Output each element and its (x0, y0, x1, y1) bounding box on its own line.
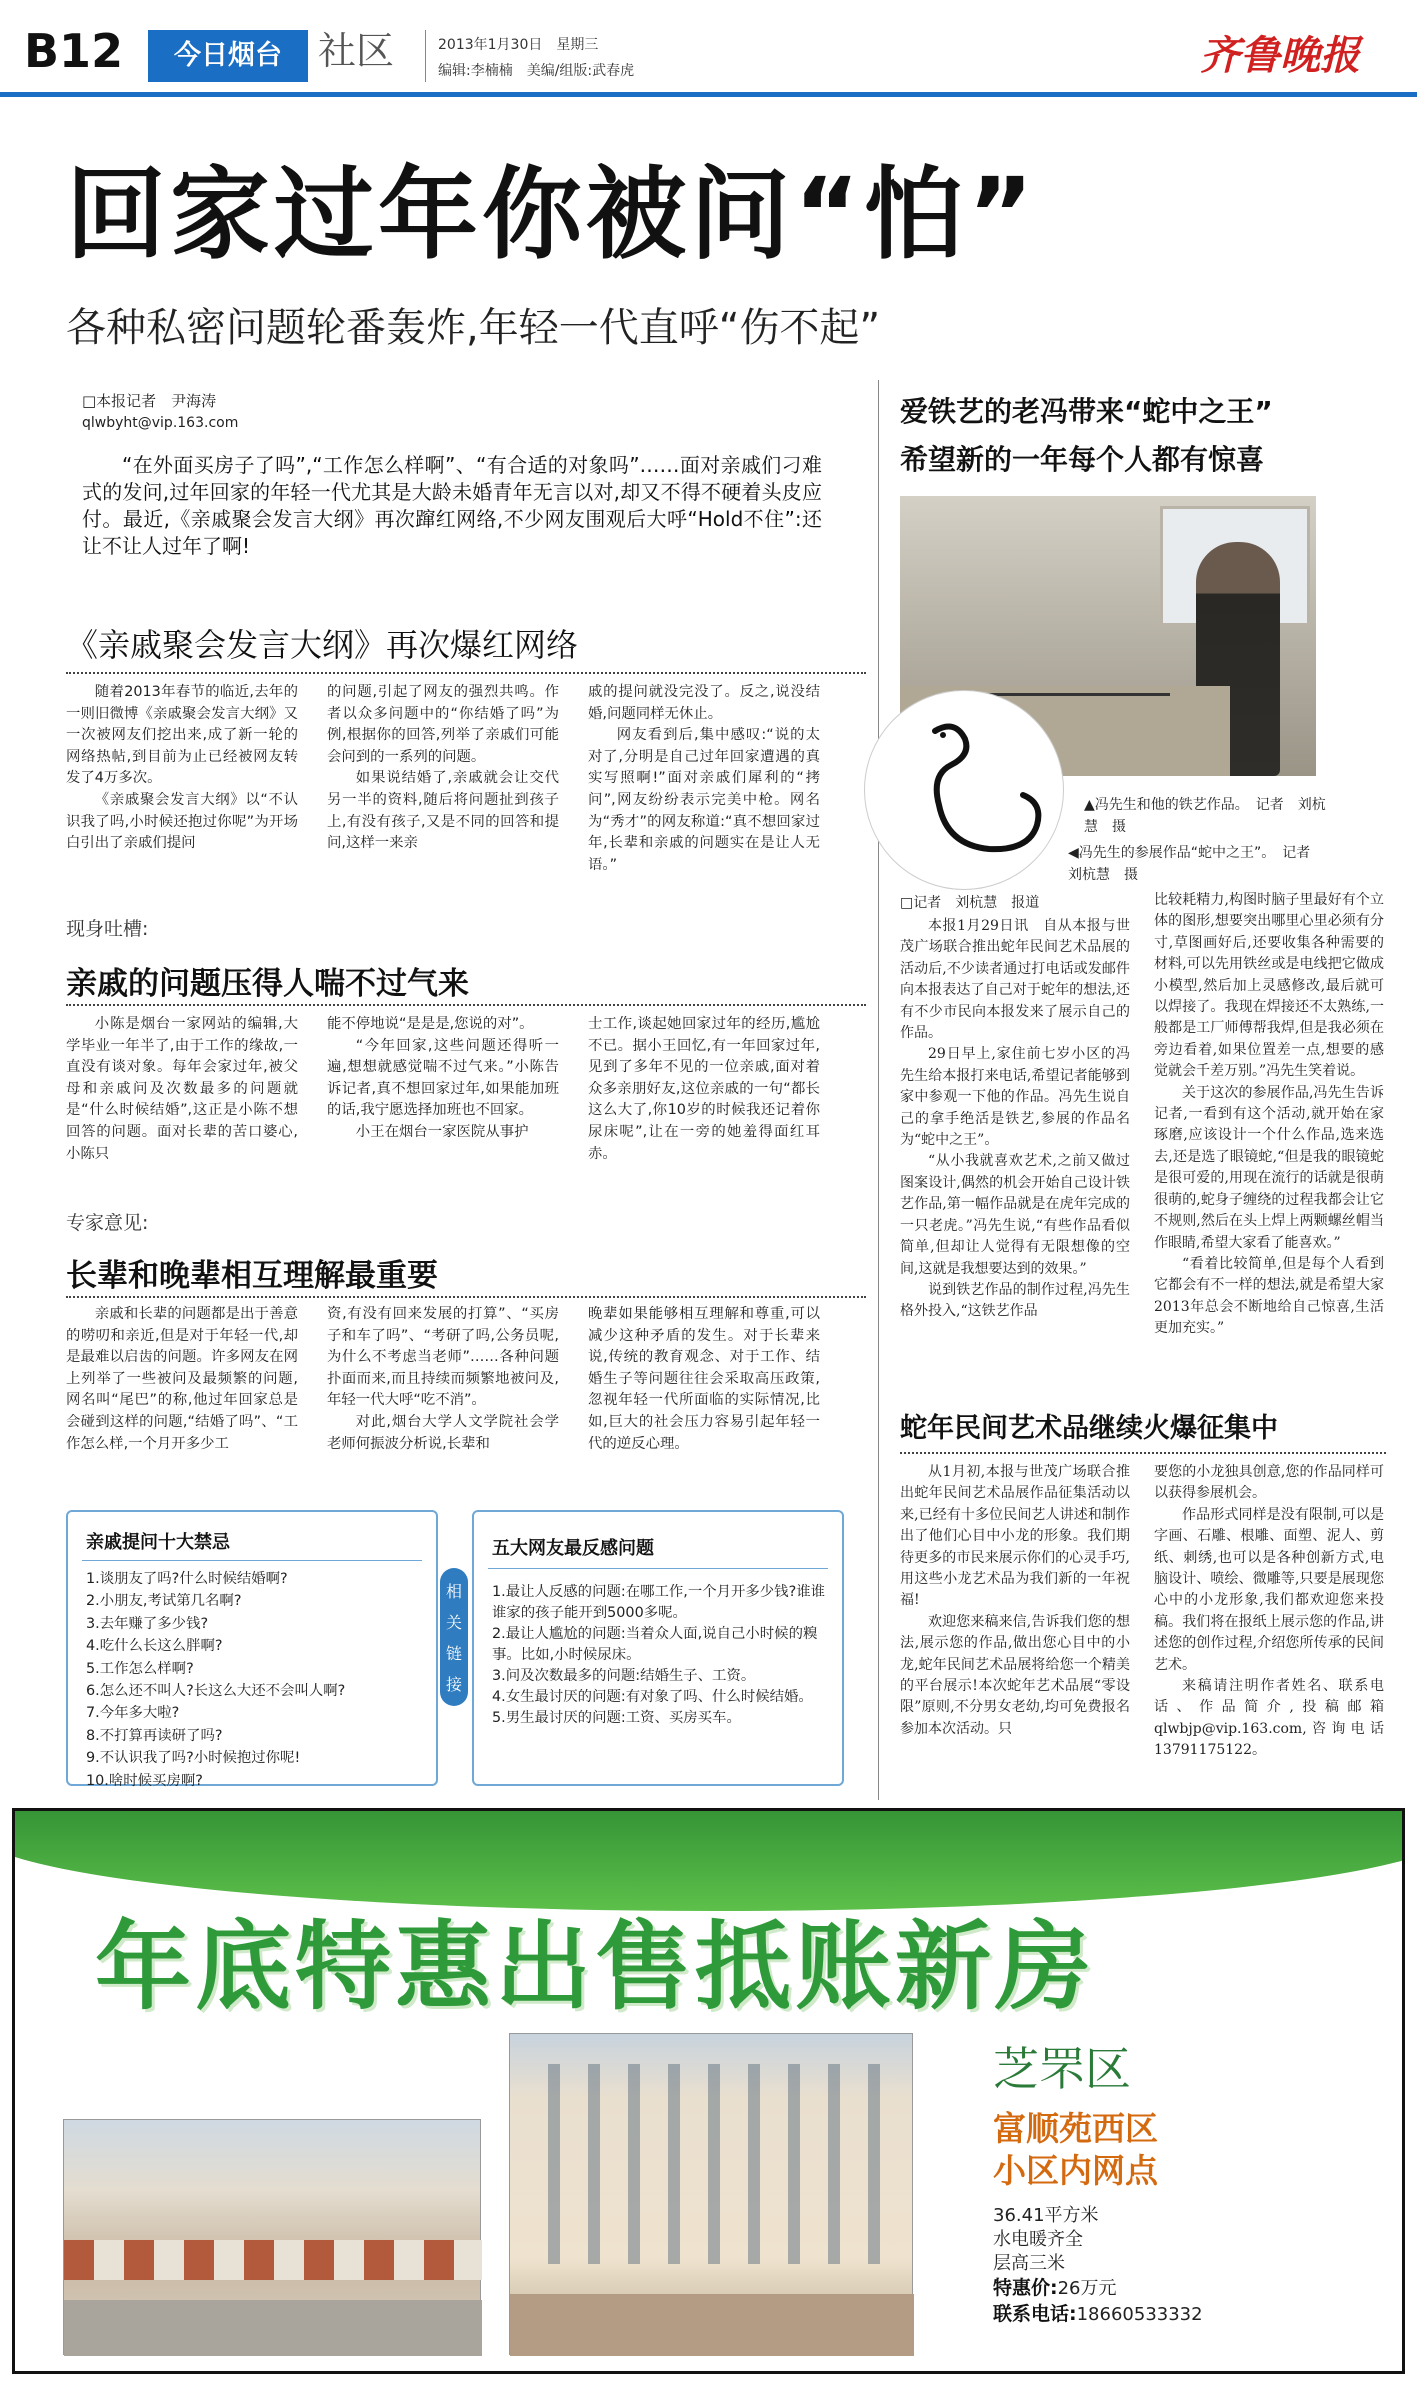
ad-price-label: 特惠价: (993, 2277, 1058, 2299)
list-item: 3.去年赚了多少钱? (86, 1615, 209, 1632)
newspaper-logo: 齐鲁晚报 (1200, 32, 1360, 79)
list-item: 1.最让人反感的问题:在哪工作,一个月开多少钱?谁谁谁家的孩子能开到5000多呢。 (492, 1584, 825, 1621)
section2-rule (66, 1004, 866, 1006)
iron-art-pieces (970, 606, 1170, 696)
section3-rule (66, 1296, 866, 1298)
column-divider (878, 380, 879, 1800)
ad-phone-label: 联系电话: (993, 2303, 1077, 2325)
section2-title: 亲戚的问题压得人喘不过气来 (66, 966, 469, 1002)
section1-title: 《亲戚聚会发言大纲》再次爆红网络 (66, 626, 579, 664)
list-item: 5.工作怎么样啊? (86, 1660, 194, 1677)
ad-height: 层高三米 (993, 2253, 1065, 2274)
reporter-email: qlwbyht@vip.163.com (82, 415, 239, 431)
list-item: 6.怎么还不叫人?长这么大还不会叫人啊? (86, 1683, 346, 1700)
taboo-box-divider (82, 1560, 422, 1561)
list-item: 3.问及次数最多的问题:结婚生子、工资。 (492, 1668, 756, 1684)
right-col3 (900, 1462, 1130, 1790)
list-item: 9.不认识我了吗?小时候抱过你呢! (86, 1750, 301, 1767)
ad-district: 芝罘区 (993, 2042, 1131, 2096)
issue-date: 2013年1月30日 星期三 (438, 37, 599, 53)
paragraph: 对此,烟台大学人文学院社会学老师何振波分析说,长辈和 (327, 1413, 559, 1452)
section3-col1 (66, 1304, 298, 1482)
list-item: 4.吃什么长这么胖啊? (86, 1638, 223, 1655)
ad-info-panel (983, 2033, 1387, 2355)
right-col2 (1154, 890, 1384, 1356)
header-rule (0, 92, 1417, 97)
list-item: 4.女生最讨厌的问题:有对象了吗、什么时候结婚。 (492, 1689, 813, 1705)
right-byline: □记者 刘杭慧 报道 (900, 895, 1040, 911)
paragraph: 作品形式同样是没有限制,可以是字画、石雕、根雕、面塑、泥人、剪纸、刺绣,也可以是各种创新方式,电脑设计、喷绘、微雕等,只要是展现您心中的小龙形象,我们都欢迎您来投稿。我们将在报纸上展示您的作品,讲述您的创作过程,介绍您所传承的民间艺术。 (1154, 1506, 1384, 1673)
ad-price (993, 2273, 1117, 2300)
section2-col2 (327, 1014, 559, 1184)
paragraph: 要您的小龙独具创意,您的作品同样可以获得参展机会。 (1154, 1464, 1384, 1502)
list-item: 2.最让人尴尬的问题:当着众人面,说自己小时候的糗事。比如,小时候尿床。 (492, 1626, 818, 1663)
paragraph: 欢迎您来稿来信,告诉我们您的想法,展示您的作品,做出您心目中的小龙,蛇年民间艺术品展将给您一个精美的平台展示!本次蛇年艺术品展“零设限”原则,不分男女老幼,均可免费报名参加本次活动。只 (900, 1613, 1130, 1737)
taboo-box-title: 亲戚提问十大禁忌 (86, 1532, 230, 1553)
section-name: 社区 (318, 29, 395, 73)
headline-subtitle: 各种私密问题轮番轰炸,年轻一代直呼“伤不起” (66, 305, 881, 351)
section3-col3 (588, 1304, 820, 1482)
taboo-box (66, 1510, 438, 1789)
paragraph: 小王在烟台一家医院从事护 (355, 1123, 529, 1140)
section2-label: 现身吐槽: (66, 918, 149, 940)
right-col4 (1154, 1462, 1384, 1790)
photo-caption-2: ◀冯先生的参展作品“蛇中之王”。 记者 刘杭慧 摄 (1068, 845, 1325, 883)
section1-col1 (66, 682, 298, 872)
photo-caption-1: ▲冯先生和他的铁艺作品。 记者 刘杭慧 摄 (1084, 797, 1326, 835)
paragraph: 晚辈如果能够相互理解和尊重,可以减少这种矛盾的发生。对于长辈来说,传统的教育观念、对于工作、结婚生子等问题往往会采取高压政策,忽视年轻一代所面临的实际情况,比如,巨大的社会压力容易引起年轻一代的逆反心理。 (588, 1306, 820, 1452)
paragraph: 从1月初,本报与世茂广场联合推出蛇年民间艺术品展作品征集活动以来,已经有十多位民间艺人讲述和制作出了他们心目中小龙的形象。我们期待更多的市民来展示你们的心灵手巧,用这些小龙艺术品为我们新的一年祝福! (900, 1464, 1130, 1609)
building-photo (509, 2033, 913, 2355)
section1-col2 (327, 682, 559, 872)
right-col1 (900, 916, 1130, 1356)
list-item: 5.男生最讨厌的问题:工资、买房买车。 (492, 1710, 741, 1726)
paragraph: 29日早上,家住前七岁小区的冯先生给本报打来电话,希望记者能够到家中参观一下他的作品。冯先生说自己的拿手绝活是铁艺,参展的作品名为“蛇中之王”。 (900, 1046, 1130, 1149)
ad-utilities: 水电暖齐全 (993, 2229, 1083, 2250)
headline-title: 回家过年你被问“怕” (66, 156, 1038, 273)
list-item: 8.不打算再读研了吗? (86, 1727, 223, 1744)
paragraph: 随着2013年春节的临近,去年的一则旧微博《亲戚聚会发言大纲》又一次被网友们挖出来,成了新一轮的网络热帖,到目前为止已经被网友转发了4万多次。 (66, 684, 298, 787)
annoying-questions-box (472, 1510, 844, 1786)
ad-property-name: 富顺苑西区 (993, 2109, 1158, 2148)
taboo-list (86, 1568, 345, 1792)
road (64, 2300, 482, 2356)
related-link-tag: 相 关 链 接 (440, 1568, 468, 1706)
lead-paragraph: “在外面买房子了吗”,“工作怎么样啊”、“有合适的对象吗”……面对亲戚们刁难式的发问,过年回家的年轻一代尤其是大龄未婚青年无言以对,却又不得不硬着头皮应付。最近,《亲戚聚会发言大纲》再次蹿红网络,不少网友围观后大呼“Hold不住”:还让不让人过年了啊! (82, 453, 822, 558)
list-item: 2.小朋友,考试第几名啊? (86, 1593, 242, 1610)
section-tag: 今日烟台 (148, 30, 308, 82)
header-divider (425, 30, 426, 82)
right-title-line1: 爱铁艺的老冯带来“蛇中之王” (900, 395, 1273, 428)
right-subsection-title: 蛇年民间艺术品继续火爆征集中 (900, 1413, 1278, 1444)
paragraph: “从小我就喜欢艺术,之前又做过图案设计,偶然的机会开始自己设计铁艺作品,第一幅作品就是在虎年完成的一只老虎。”冯先生说,“有些作品看似简单,但却让人觉得有无限想像的空间,这就是我想要达到的效果。” (900, 1153, 1130, 1277)
annoying-box-divider (488, 1568, 828, 1569)
ad-property-type: 小区内网点 (993, 2151, 1158, 2190)
snake-artwork-icon (865, 691, 1064, 890)
ad-phone (993, 2299, 1203, 2326)
shop-awnings (64, 2240, 482, 2280)
paragraph: “看着比较简单,但是每个人看到它都会有不一样的想法,就是希望大家2013年总会不断地给自己惊喜,生活更加充实。” (1154, 1255, 1384, 1337)
right-title-line2: 希望新的一年每个人都有惊喜 (900, 443, 1265, 476)
section3-col2 (327, 1304, 559, 1482)
section1-rule (66, 672, 866, 674)
page-number: B12 (24, 24, 124, 78)
section3-title: 长辈和晚辈相互理解最重要 (66, 1258, 438, 1294)
annoying-box-title: 五大网友最反感问题 (492, 1538, 654, 1559)
masthead (0, 0, 1417, 90)
paragraph: 戚的提问就没完没了。反之,说没结婚,问题同样无休止。 (588, 684, 820, 722)
right-subsection-rule (900, 1452, 1386, 1454)
snake-artwork-inset (864, 690, 1064, 890)
ad-phone-value: 18660533332 (1076, 2304, 1203, 2325)
paragraph: 士工作,谈起她回家过年的经历,尴尬不已。据小王回忆,有一年回家过年,见到了多年不见的一位亲戚,面对着众多亲朋好友,这位亲戚的一句“都长这么大了,你10岁的时候我还记着你尿床呢”,让在一旁的她羞得面红耳赤。 (588, 1016, 820, 1162)
building-windows (520, 2064, 904, 2264)
editors: 编辑:李楠楠 美编/组版:武春虎 (438, 63, 635, 79)
ad-price-value: 26万元 (1057, 2278, 1117, 2299)
paragraph: 亲戚和长辈的问题都是出于善意的唠叨和亲近,但是对于年轻一代,却是最难以启齿的问题。许多网友在网上列举了一些被问及最频繁的问题,网名叫“尾巴”的称,他过年回家总是会碰到这样的问题,“结婚了吗”、“工作怎么样,一个月开多少工 (66, 1306, 298, 1452)
paragraph: 的问题,引起了网友的强烈共鸣。作者以众多问题中的“你结婚了吗”为例,根据你的回答,列举了亲戚们可能会问到的一系列的问题。 (327, 684, 559, 765)
section2-col1 (66, 1014, 298, 1184)
section1-col3 (588, 682, 820, 872)
ad-area: 36.41平方米 (993, 2205, 1099, 2226)
paragraph: 说到铁艺作品的制作过程,冯先生格外投入,“这铁艺作品 (900, 1281, 1130, 1320)
sidewalk (510, 2294, 914, 2356)
paragraph: 本报1月29日讯 自从本报与世茂广场联合推出蛇年民间艺术品展的活动后,不少读者通过打电话或发邮件向本报表达了自己对于蛇年的想法,还有不少市民向本报发来了展示自己的作品。 (900, 918, 1130, 1042)
paragraph: 比较耗精力,构图时脑子里最好有个立体的图形,想要突出哪里心里必须有分寸,草图画好后,还要收集各种需要的材料,可以先用铁丝或是电线把它做成小模型,然后加上灵感修改,最后就可以焊接了。我现在焊接还不太熟练,一般都是工厂师傅帮我焊,但是我必须在旁边看着,如果位置差一点,想要的感觉就会千差万别。”冯先生笑着说。 (1154, 892, 1384, 1080)
paragraph: 关于这次的参展作品,冯先生告诉记者,一看到有这个活动,就开始在家琢磨,应该设计一个什么作品,选来选去,还是选了眼镜蛇,“但是我的眼镜蛇是很可爱的,用现在流行的话就是很萌很萌的,蛇身子缠绕的过程我都会让它不规则,然后在头上焊上两颗螺丝帽当作眼睛,希望大家看了能喜欢。” (1154, 1084, 1384, 1251)
annoying-list (492, 1582, 828, 1729)
paragraph: 网友看到后,集中感叹:“说的太对了,分明是自己过年回家遭遇的真实写照啊!”面对亲戚们犀利的“拷问”,网友纷纷表示完美中枪。网名为“秀才”的网友称道:“真不想回家过年,长辈和亲戚的问题实在是让人无语。” (588, 727, 820, 872)
list-item: 10.啥时候买房啊? (86, 1772, 203, 1789)
reporter-byline: □本报记者 尹海涛 (82, 392, 217, 410)
paragraph: 来稿请注明作者姓名、联系电话、作品简介,投稿邮箱qlwbjp@vip.163.com,咨询电话13791175122。 (1154, 1678, 1384, 1759)
section2-col3 (588, 1014, 820, 1184)
paragraph: “今年回家,这些问题还得听一遍,想想就感觉喘不过气来。”小陈告诉记者,真不想回家过年,如果能加班的话,我宁愿选择加班也不回家。 (327, 1037, 559, 1119)
list-item: 7.今年多大啦? (86, 1705, 180, 1722)
paragraph: 能不停地说“是是是,您说的对”。 (327, 1016, 534, 1032)
paragraph: 资,有没有回来发展的打算”、“买房子和车了吗”、“考研了吗,公务员呢,为什么不考虑当老师”……各种问题扑面而来,而且持续而频繁地被问及,年轻一代大呼“吃不消”。 (327, 1306, 559, 1409)
list-item: 1.谈朋友了吗?什么时候结婚啊? (86, 1571, 288, 1587)
paragraph: 《亲戚聚会发言大纲》以“不认识我了吗,小时候还抱过你呢”为开场白引出了亲戚们提问 (66, 791, 298, 852)
ad-frame (12, 1808, 1405, 2374)
paragraph: 小陈是烟台一家网站的编辑,大学毕业一年半了,由于工作的缘故,一直没有谈对象。每年会家过年,被父母和亲戚问及次数最多的问题就是“什么时候结婚”,这正是小陈不想回答的问题。面对长辈的苦口婆心,小陈只 (66, 1016, 298, 1162)
section3-label: 专家意见: (66, 1212, 149, 1234)
ad-headline: 年底特惠出售抵账新房 (95, 1911, 1095, 2023)
paragraph: 如果说结婚了,亲戚就会让交代另一半的资料,随后将问题扯到孩子上,有没有孩子,又是不同的回答和提问,这样一来亲 (327, 770, 559, 852)
storefront-photo (63, 2119, 481, 2355)
